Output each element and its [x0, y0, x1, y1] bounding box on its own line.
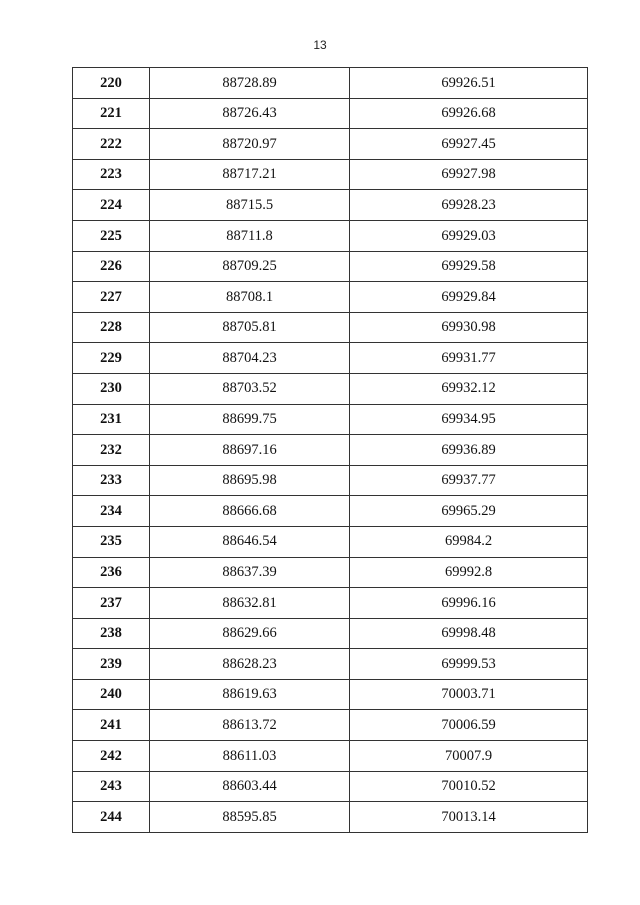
point-number-cell: 233 [73, 465, 150, 496]
y-coordinate-cell: 69992.8 [350, 557, 588, 588]
table-row [73, 618, 588, 649]
table-row [73, 251, 588, 282]
x-coordinate-cell: 88595.85 [150, 802, 350, 833]
table-row [73, 159, 588, 190]
point-number-cell: 231 [73, 404, 150, 435]
x-coordinate-cell: 88705.81 [150, 312, 350, 343]
point-number-cell: 234 [73, 496, 150, 527]
table-row [73, 465, 588, 496]
point-number-cell: 239 [73, 649, 150, 680]
x-coordinate-cell: 88728.89 [150, 68, 350, 99]
point-number-cell: 237 [73, 588, 150, 619]
point-number-cell: 220 [73, 68, 150, 99]
table-row [73, 312, 588, 343]
y-coordinate-cell: 70006.59 [350, 710, 588, 741]
x-coordinate-cell: 88699.75 [150, 404, 350, 435]
x-coordinate-cell: 88717.21 [150, 159, 350, 190]
y-coordinate-cell: 69934.95 [350, 404, 588, 435]
y-coordinate-cell: 69998.48 [350, 618, 588, 649]
x-coordinate-cell: 88711.8 [150, 220, 350, 251]
y-coordinate-cell: 69929.03 [350, 220, 588, 251]
x-coordinate-cell: 88611.03 [150, 741, 350, 772]
x-coordinate-cell: 88629.66 [150, 618, 350, 649]
table-row [73, 649, 588, 680]
table-row [73, 802, 588, 833]
point-number-cell: 241 [73, 710, 150, 741]
table-row [73, 557, 588, 588]
y-coordinate-cell: 69965.29 [350, 496, 588, 527]
table-row [73, 68, 588, 99]
point-number-cell: 230 [73, 373, 150, 404]
point-number-cell: 238 [73, 618, 150, 649]
y-coordinate-cell: 69931.77 [350, 343, 588, 374]
point-number-cell: 222 [73, 129, 150, 160]
point-number-cell: 225 [73, 220, 150, 251]
x-coordinate-cell: 88697.16 [150, 435, 350, 466]
page-number: 13 [313, 38, 327, 52]
x-coordinate-cell: 88632.81 [150, 588, 350, 619]
table-row [73, 741, 588, 772]
table-row [73, 771, 588, 802]
table-row [73, 373, 588, 404]
x-coordinate-cell: 88666.68 [150, 496, 350, 527]
y-coordinate-cell: 69929.58 [350, 251, 588, 282]
coordinates-table-body [73, 68, 588, 833]
point-number-cell: 236 [73, 557, 150, 588]
point-number-cell: 221 [73, 98, 150, 129]
y-coordinate-cell: 69927.45 [350, 129, 588, 160]
x-coordinate-cell: 88637.39 [150, 557, 350, 588]
table-row [73, 588, 588, 619]
table-row [73, 343, 588, 374]
point-number-cell: 244 [73, 802, 150, 833]
y-coordinate-cell: 70007.9 [350, 741, 588, 772]
x-coordinate-cell: 88613.72 [150, 710, 350, 741]
table-row [73, 710, 588, 741]
x-coordinate-cell: 88628.23 [150, 649, 350, 680]
y-coordinate-cell: 69984.2 [350, 526, 588, 557]
point-number-cell: 232 [73, 435, 150, 466]
x-coordinate-cell: 88704.23 [150, 343, 350, 374]
point-number-cell: 243 [73, 771, 150, 802]
table-row [73, 220, 588, 251]
y-coordinate-cell: 69932.12 [350, 373, 588, 404]
point-number-cell: 229 [73, 343, 150, 374]
table-row [73, 679, 588, 710]
point-number-cell: 228 [73, 312, 150, 343]
y-coordinate-cell: 69928.23 [350, 190, 588, 221]
table-row [73, 282, 588, 313]
point-number-cell: 223 [73, 159, 150, 190]
table-row [73, 129, 588, 160]
table-row [73, 98, 588, 129]
y-coordinate-cell: 69930.98 [350, 312, 588, 343]
table-row [73, 435, 588, 466]
x-coordinate-cell: 88703.52 [150, 373, 350, 404]
table-row [73, 526, 588, 557]
table-row [73, 404, 588, 435]
y-coordinate-cell: 69999.53 [350, 649, 588, 680]
x-coordinate-cell: 88726.43 [150, 98, 350, 129]
point-number-cell: 227 [73, 282, 150, 313]
x-coordinate-cell: 88709.25 [150, 251, 350, 282]
y-coordinate-cell: 69926.68 [350, 98, 588, 129]
y-coordinate-cell: 69927.98 [350, 159, 588, 190]
x-coordinate-cell: 88695.98 [150, 465, 350, 496]
y-coordinate-cell: 69996.16 [350, 588, 588, 619]
x-coordinate-cell: 88646.54 [150, 526, 350, 557]
point-number-cell: 240 [73, 679, 150, 710]
x-coordinate-cell: 88603.44 [150, 771, 350, 802]
table-row [73, 496, 588, 527]
x-coordinate-cell: 88619.63 [150, 679, 350, 710]
y-coordinate-cell: 70003.71 [350, 679, 588, 710]
x-coordinate-cell: 88708.1 [150, 282, 350, 313]
x-coordinate-cell: 88720.97 [150, 129, 350, 160]
coordinates-table [72, 67, 588, 833]
y-coordinate-cell: 69937.77 [350, 465, 588, 496]
y-coordinate-cell: 70010.52 [350, 771, 588, 802]
y-coordinate-cell: 69926.51 [350, 68, 588, 99]
point-number-cell: 235 [73, 526, 150, 557]
y-coordinate-cell: 69929.84 [350, 282, 588, 313]
table-row [73, 190, 588, 221]
point-number-cell: 242 [73, 741, 150, 772]
point-number-cell: 224 [73, 190, 150, 221]
y-coordinate-cell: 69936.89 [350, 435, 588, 466]
y-coordinate-cell: 70013.14 [350, 802, 588, 833]
point-number-cell: 226 [73, 251, 150, 282]
x-coordinate-cell: 88715.5 [150, 190, 350, 221]
